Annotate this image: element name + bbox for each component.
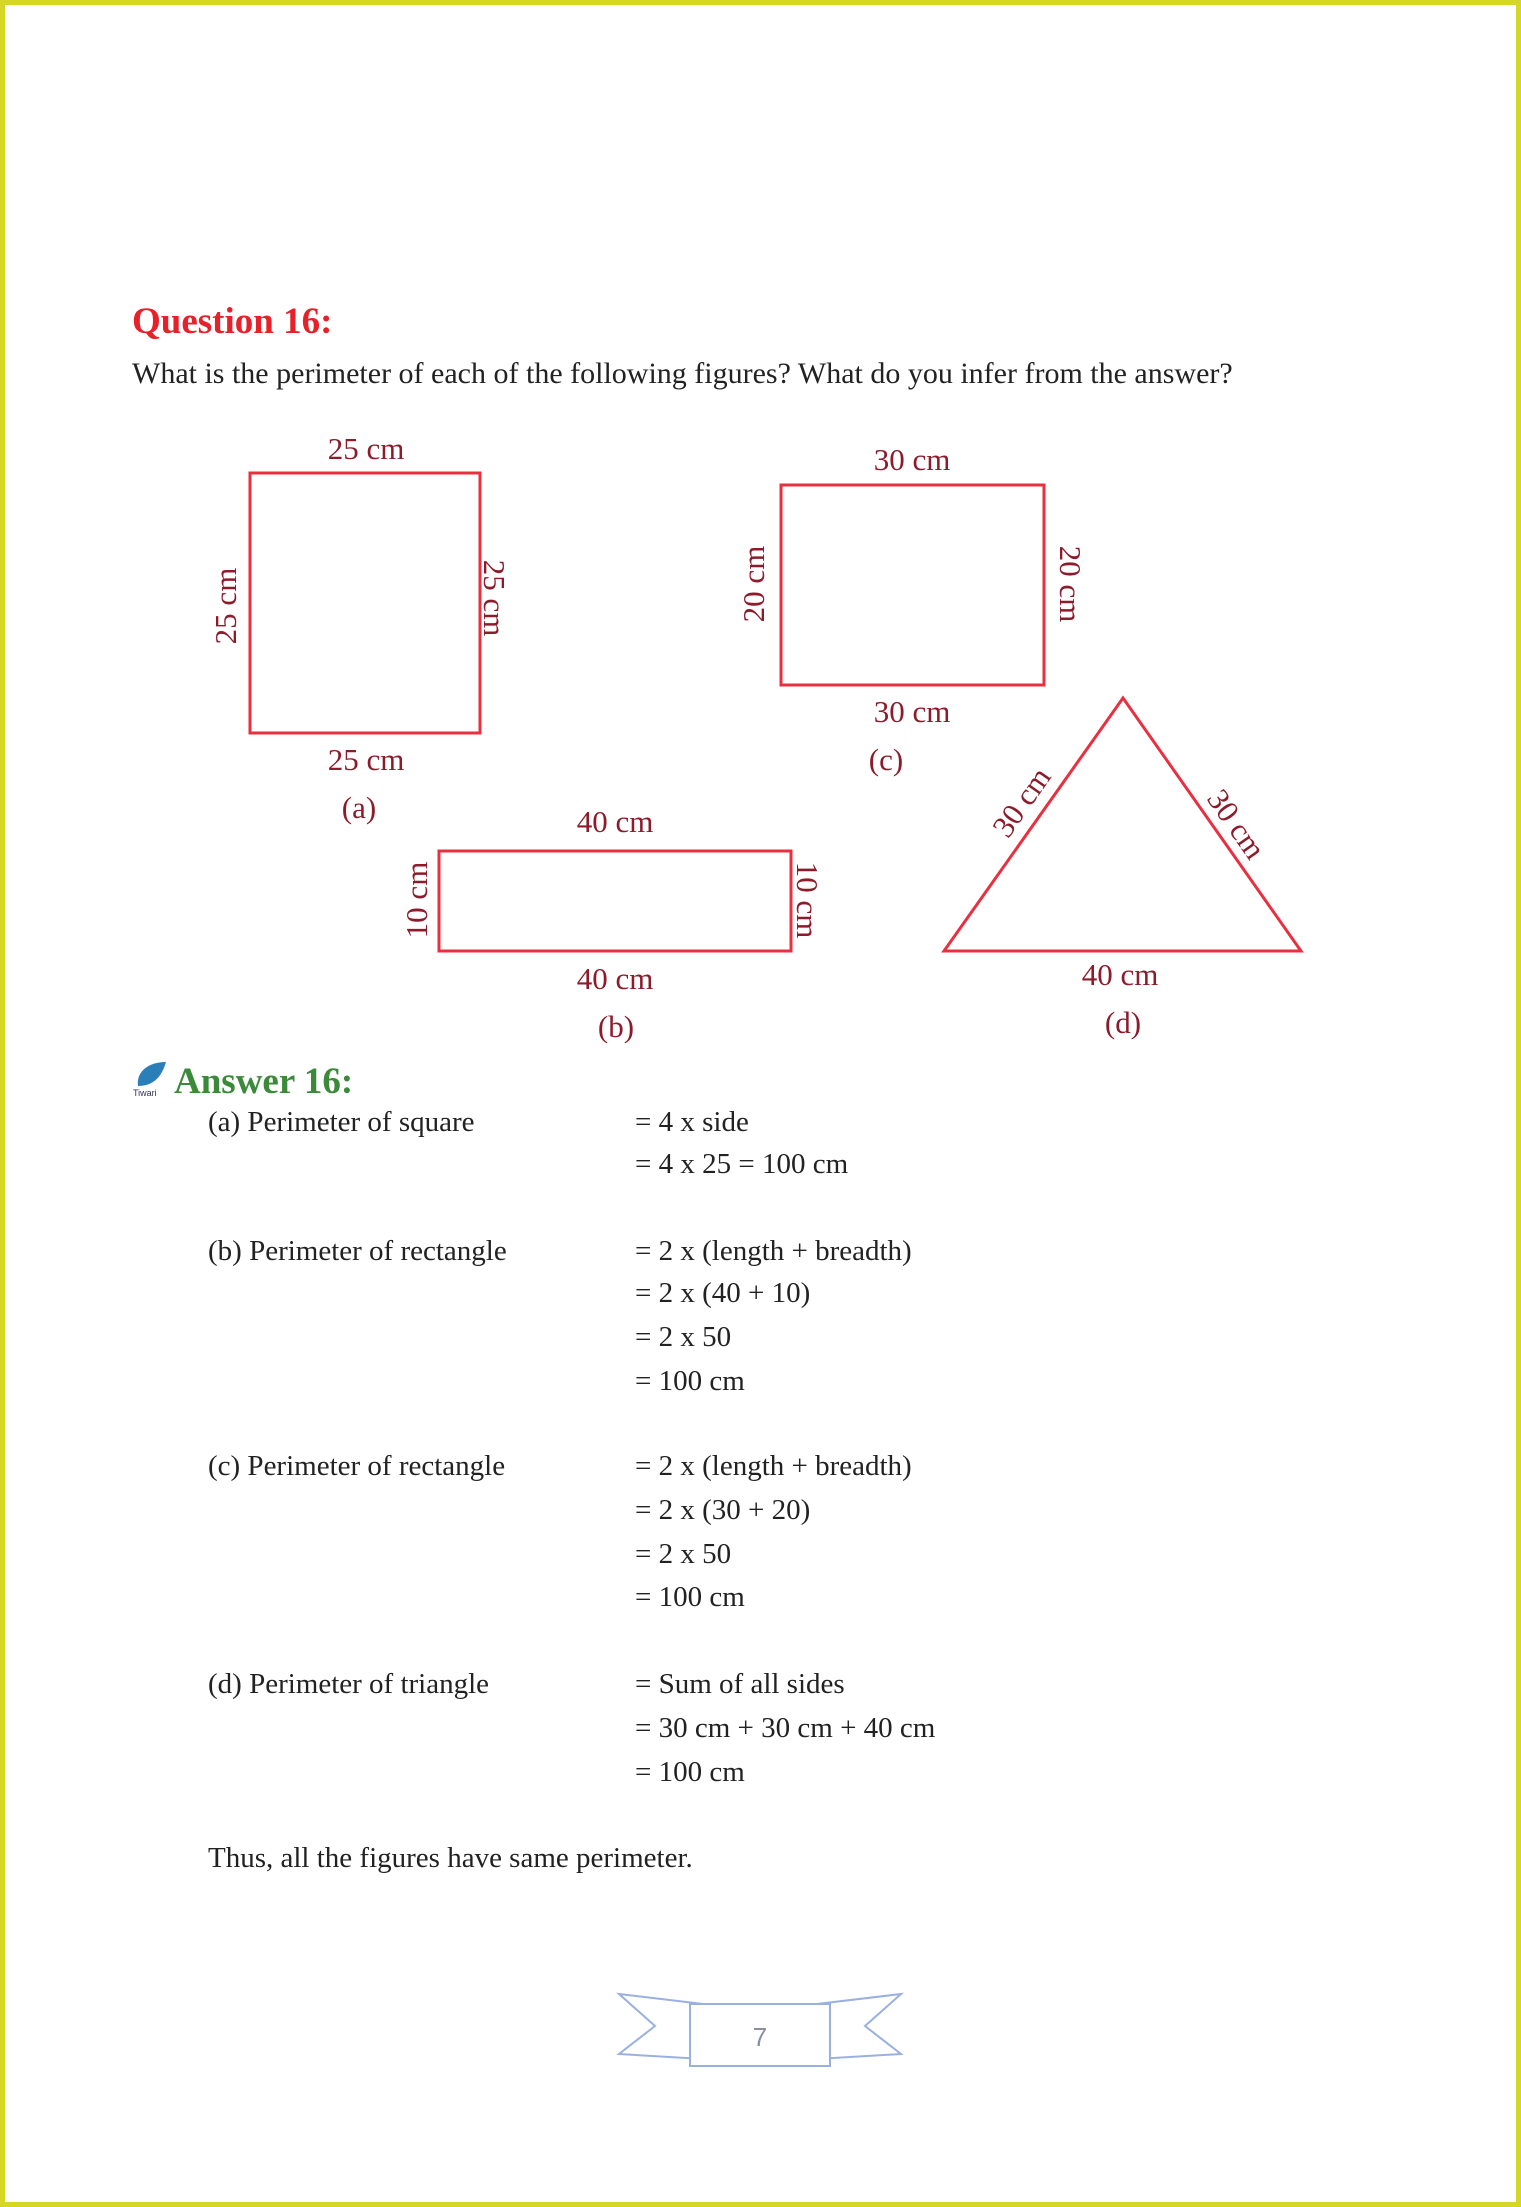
fig-c-left-label: 20 cm [736, 545, 771, 623]
fig-b-right-label: 10 cm [790, 861, 825, 939]
answer-row-label: (a) Perimeter of square [208, 1106, 475, 1138]
conclusion-text: Thus, all the figures have same perimeter. [208, 1842, 693, 1874]
fig-b-left-label: 10 cm [399, 861, 434, 939]
rectangle-c [781, 485, 1044, 685]
answer-row-value: = 30 cm + 30 cm + 40 cm [635, 1712, 936, 1744]
answer-row-value: = 4 x side [635, 1106, 749, 1138]
answer-row-label: (c) Perimeter of rectangle [208, 1450, 506, 1482]
figures [0, 0, 1521, 1100]
fig-c-caption: (c) [868, 742, 904, 777]
question-title: Question 16: [132, 301, 333, 342]
fig-a-caption: (a) [341, 790, 377, 825]
answer-row-value: = 4 x 25 = 100 cm [635, 1148, 849, 1180]
answer-row-value: = 2 x 50 [635, 1321, 732, 1353]
answer-row-value: = 100 cm [635, 1756, 745, 1788]
fig-d-left-label: 30 cm [985, 760, 1058, 844]
question-text: What is the perimeter of each of the following figures? What do you infer from the answer? [132, 357, 1233, 390]
fig-d-bottom-label: 40 cm [1081, 957, 1159, 992]
answer-row-value: = 2 x (30 + 20) [635, 1494, 811, 1526]
tiwari-logo-icon [132, 1060, 168, 1098]
page-number-banner [615, 1988, 905, 2073]
answer-row-label: (d) Perimeter of triangle [208, 1668, 490, 1700]
fig-b-top-label: 40 cm [576, 804, 654, 839]
fig-a-left-label: 25 cm [208, 567, 243, 645]
fig-c-top-label: 30 cm [873, 442, 951, 477]
fig-d-caption: (d) [1104, 1005, 1142, 1040]
fig-c-bottom-label: 30 cm [873, 694, 951, 729]
rectangle-b [439, 851, 791, 951]
answer-row-value: = 2 x 50 [635, 1538, 732, 1570]
answer-row-value: = 2 x (length + breadth) [635, 1235, 912, 1267]
page-number: 7 [752, 2022, 768, 2052]
fig-a-right-label: 25 cm [477, 559, 512, 637]
square-a [250, 473, 480, 733]
fig-b-caption: (b) [597, 1009, 635, 1044]
answer-row-value: = 2 x (length + breadth) [635, 1450, 912, 1482]
answer-row-value: = 100 cm [635, 1581, 745, 1613]
fig-c-right-label: 20 cm [1053, 545, 1088, 623]
svg-text:Tiwari: Tiwari [133, 1088, 157, 1098]
fig-d-right-label: 30 cm [1200, 782, 1273, 866]
fig-a-top-label: 25 cm [327, 431, 405, 466]
fig-a-bottom-label: 25 cm [327, 742, 405, 777]
answer-row-value: = Sum of all sides [635, 1668, 845, 1700]
answer-title: Answer 16: [174, 1061, 354, 1102]
answer-row-label: (b) Perimeter of rectangle [208, 1235, 507, 1267]
answer-row-value: = 100 cm [635, 1365, 745, 1397]
answer-row-value: = 2 x (40 + 10) [635, 1277, 811, 1309]
fig-b-bottom-label: 40 cm [576, 961, 654, 996]
